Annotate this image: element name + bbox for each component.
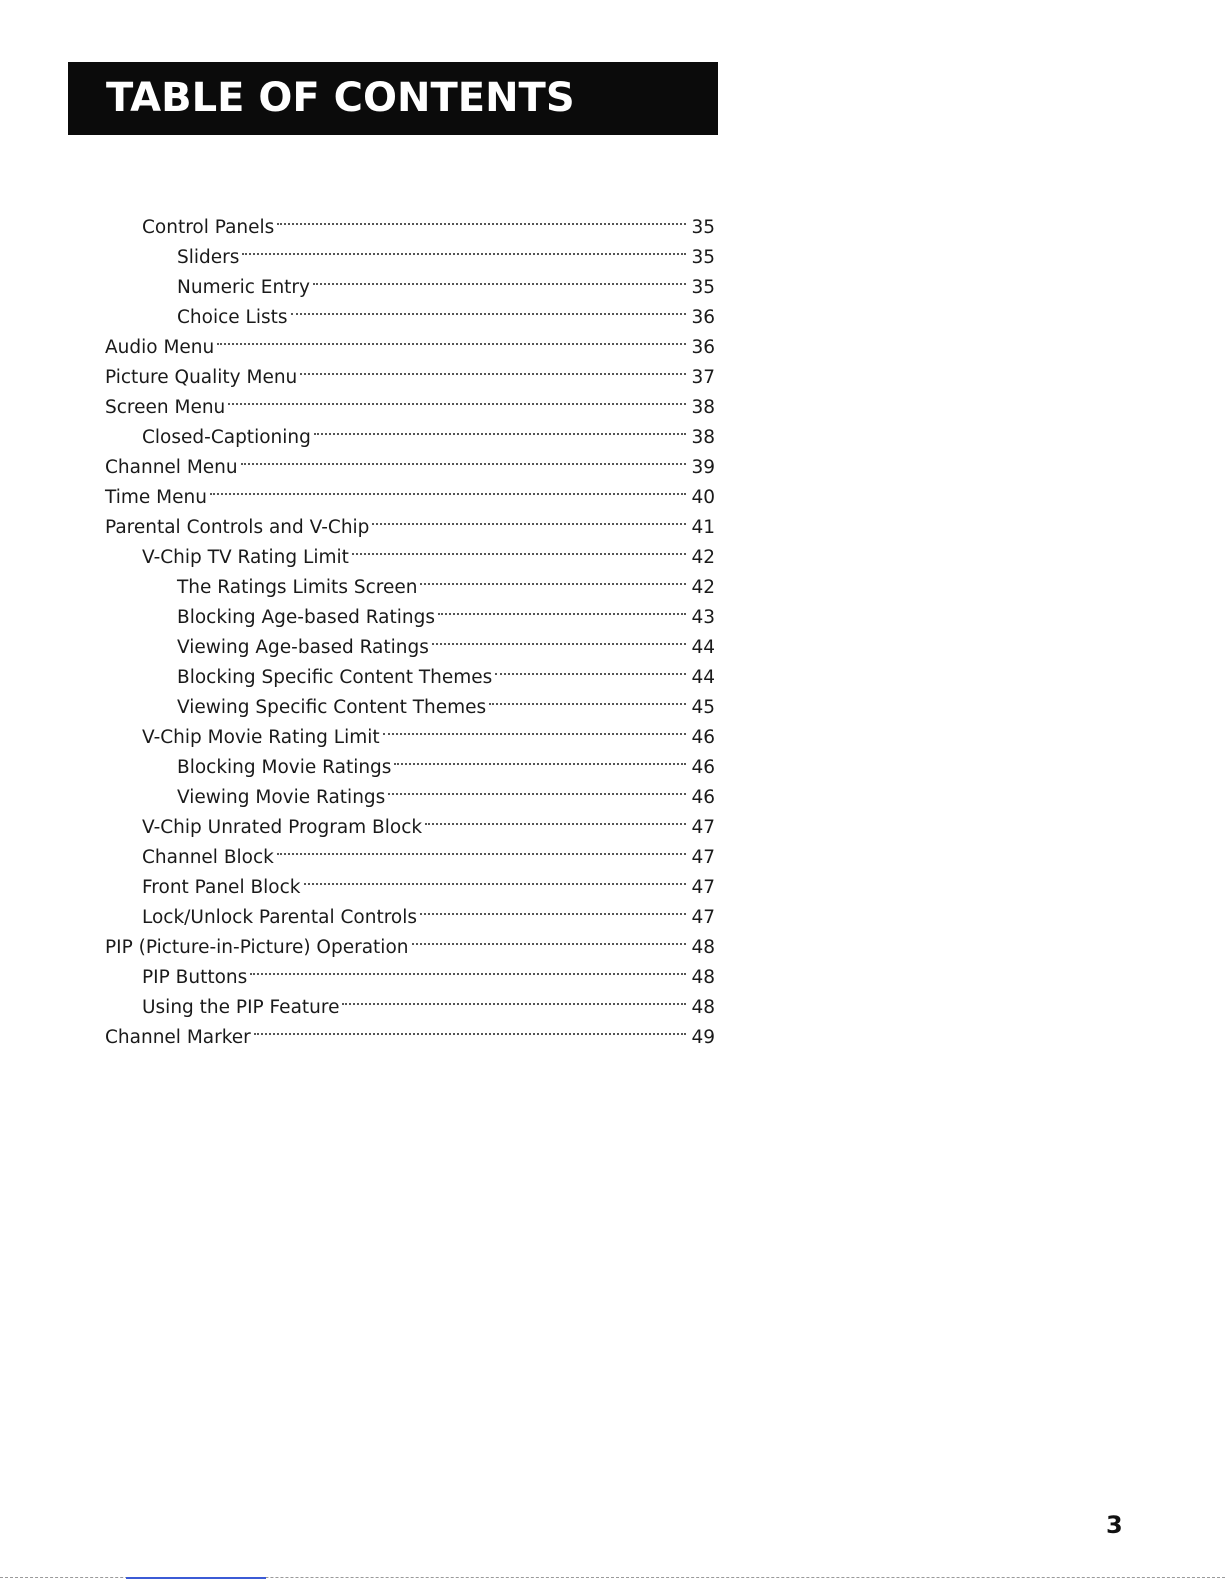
toc-dot-leader	[489, 683, 686, 713]
toc-entry-page: 36	[691, 337, 715, 358]
toc-entry-page: 35	[691, 277, 715, 298]
toc-entry-label: Viewing Movie Ratings	[177, 787, 386, 808]
toc-dot-leader	[242, 233, 686, 263]
toc-dot-leader	[394, 743, 686, 773]
toc-dot-leader	[277, 833, 687, 863]
toc-dot-leader	[495, 653, 686, 683]
table-of-contents	[105, 203, 715, 1048]
toc-dot-leader	[277, 203, 686, 233]
toc-entry-label: Viewing Age-based Ratings	[177, 637, 429, 658]
toc-entry-page: 35	[691, 247, 715, 268]
toc-entry-page: 46	[691, 727, 715, 748]
toc-entry-page: 43	[691, 607, 715, 628]
toc-entry-label: V-Chip Movie Rating Limit	[142, 727, 380, 748]
toc-entry-label: Using the PIP Feature	[142, 997, 340, 1018]
toc-dot-leader	[438, 593, 686, 623]
toc-entry-label: Blocking Movie Ratings	[177, 757, 392, 778]
toc-entry-label: Screen Menu	[105, 397, 226, 418]
footer-link-underline	[126, 1577, 266, 1579]
toc-entry-page: 46	[691, 787, 715, 808]
toc-entry-label: Front Panel Block	[142, 877, 301, 898]
page-number: 3	[1106, 1511, 1123, 1539]
toc-entry-page: 38	[691, 427, 715, 448]
toc-dot-leader	[420, 893, 686, 923]
toc-entry-label: Choice Lists	[177, 307, 288, 328]
toc-entry-page: 45	[691, 697, 715, 718]
toc-entry-page: 41	[691, 517, 715, 538]
toc-dot-leader	[228, 383, 686, 413]
toc-entry-page: 46	[691, 757, 715, 778]
toc-entry-page: 48	[691, 937, 715, 958]
toc-entry[interactable]	[105, 203, 715, 238]
toc-dot-leader	[291, 293, 687, 323]
toc-entry-page: 42	[691, 547, 715, 568]
toc-entry-label: Channel Block	[142, 847, 274, 868]
toc-dot-leader	[314, 413, 687, 443]
toc-dot-leader	[420, 563, 686, 593]
toc-dot-leader	[210, 473, 687, 503]
toc-entry-label: The Ratings Limits Screen	[177, 577, 418, 598]
page-title: TABLE OF CONTENTS	[106, 75, 575, 121]
toc-entry-page: 47	[691, 817, 715, 838]
title-banner	[68, 62, 718, 135]
toc-entry-label: PIP Buttons	[142, 967, 248, 988]
toc-entry-page: 36	[691, 307, 715, 328]
toc-entry-label: Control Panels	[142, 217, 275, 238]
toc-dot-leader	[300, 353, 686, 383]
toc-entry-page: 38	[691, 397, 715, 418]
toc-entry-page: 47	[691, 847, 715, 868]
toc-entry-page: 44	[691, 637, 715, 658]
toc-dot-leader	[313, 263, 686, 293]
toc-dot-leader	[304, 863, 687, 893]
toc-entry-label: Lock/Unlock Parental Controls	[142, 907, 417, 928]
toc-entry-page: 40	[691, 487, 715, 508]
toc-entry-label: Blocking Specific Content Themes	[177, 667, 493, 688]
toc-dot-leader	[383, 713, 687, 743]
toc-dot-leader	[352, 533, 687, 563]
toc-dot-leader	[388, 773, 686, 803]
toc-entry-page: 48	[691, 967, 715, 988]
toc-entry-label: Viewing Specific Content Themes	[177, 697, 487, 718]
toc-entry-page: 47	[691, 877, 715, 898]
toc-entry-page: 47	[691, 907, 715, 928]
toc-entry-label: PIP (Picture-in-Picture) Operation	[105, 937, 409, 958]
toc-entry-page: 44	[691, 667, 715, 688]
toc-entry-page: 48	[691, 997, 715, 1018]
toc-entry-page: 49	[691, 1027, 715, 1048]
toc-entry-label: Picture Quality Menu	[105, 367, 298, 388]
toc-entry-label: Parental Controls and V-Chip	[105, 517, 370, 538]
toc-entry-page: 35	[691, 217, 715, 238]
toc-dot-leader	[342, 983, 686, 1013]
toc-dot-leader	[432, 623, 687, 653]
toc-entry-label: Blocking Age-based Ratings	[177, 607, 435, 628]
toc-entry-page: 42	[691, 577, 715, 598]
toc-dot-leader	[372, 503, 686, 533]
toc-entry-label: Closed-Captioning	[142, 427, 311, 448]
toc-entry-label: Time Menu	[105, 487, 207, 508]
toc-dot-leader	[217, 323, 686, 353]
toc-dot-leader	[241, 443, 687, 473]
toc-entry-label: Channel Menu	[105, 457, 238, 478]
toc-entry-label: V-Chip Unrated Program Block	[142, 817, 423, 838]
toc-entry-label: Channel Marker	[105, 1027, 251, 1048]
toc-entry-label: Numeric Entry	[177, 277, 310, 298]
toc-entry-label: Sliders	[177, 247, 240, 268]
toc-dot-leader	[254, 1013, 687, 1043]
toc-entry-label: V-Chip TV Rating Limit	[142, 547, 349, 568]
toc-dot-leader	[250, 953, 686, 983]
toc-entry-label: Audio Menu	[105, 337, 215, 358]
toc-dot-leader	[425, 803, 686, 833]
toc-entry-page: 39	[691, 457, 715, 478]
toc-dot-leader	[412, 923, 687, 953]
toc-entry-page: 37	[691, 367, 715, 388]
